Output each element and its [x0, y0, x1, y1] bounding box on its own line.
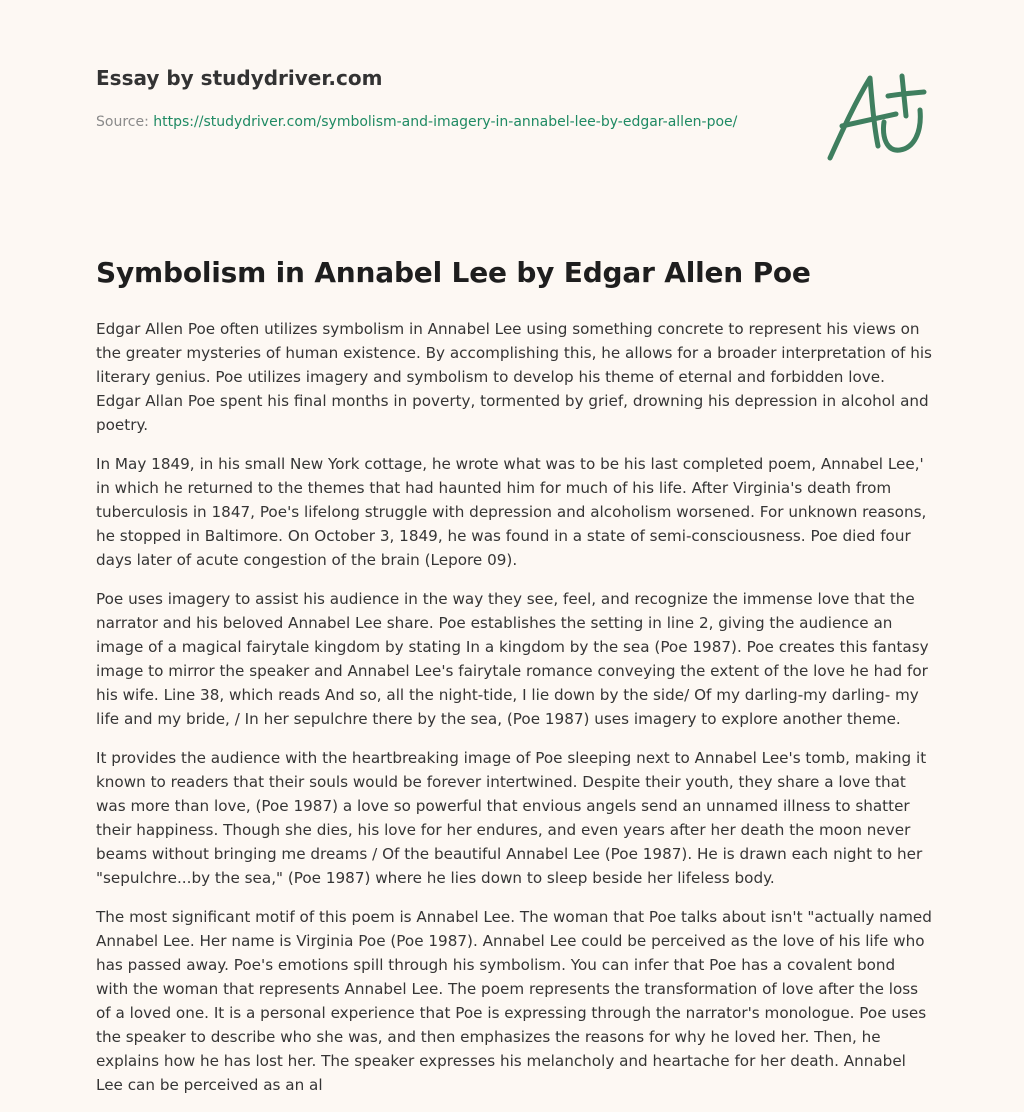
a-plus-logo-icon	[820, 66, 930, 166]
source-link[interactable]: https://studydriver.com/symbolism-and-imagery-in-annabel-lee-by-edgar-allen-poe/	[153, 114, 738, 130]
paragraph: Poe uses imagery to assist his audience in the way they see, feel, and recognize the immense love that the narrator and his beloved Annabel Lee share. Poe establishes the setting in line 2, giving the audience an image of a magical fairytale kingdom by stating In a kingdom by the sea (Poe 1987). Poe creates this fantasy image to mirror the speaker and Annabel Lee's fairytale romance conveying the extent of the love he had for his wife. Line 38, which reads And so, all the night-tide, I lie down by the side/ Of my darling-my darling- my life and my bride, / In her sepulchre there by the sea, (Poe 1987) uses imagery to explore another theme.	[96, 590, 929, 728]
brand-title: Essay by studydriver.com	[96, 66, 383, 90]
essay-header	[96, 66, 776, 134]
paragraph: It provides the audience with the heartbreaking image of Poe sleeping next to Annabel Lee's tomb, making it known to readers that their souls would be forever intertwined. Despite their youth, they share a love that was more than love, (Poe 1987) a love so powerful that envious angels send an unnamed illness to shatter their happiness. Though she dies, his love for her endures, and even years after her death the moon never beams without bringing me dreams / Of the beautiful Annabel Lee (Poe 1987). He is drawn each night to her "sepulchre...by the sea," (Poe 1987) where he lies down to sleep beside her lifeless body.	[96, 749, 927, 887]
source-line	[96, 111, 756, 134]
paragraph: The most significant motif of this poem is Annabel Lee. The woman that Poe talks about isn't "actually named Annabel Lee. Her name is Virginia Poe (Poe 1987). Annabel Lee could be perceived as the love of his life who has passed away. Poe's emotions spill through his symbolism. You can infer that Poe has a covalent bond with the woman that represents Annabel Lee. The poem represents the transformation of love after the loss of a loved one. It is a personal experience that Poe is expressing through the narrator's monologue. Poe uses the speaker to describe who she was, and then emphasizes the reasons for why he loved her. Then, he explains how he has lost her. The speaker expresses his melancholy and heartache for her death. Annabel Lee can be perceived as an al	[96, 908, 932, 1094]
source-label: Source:	[96, 114, 149, 130]
paragraph: In May 1849, in his small New York cottage, he wrote what was to be his last completed poem, Annabel Lee,' in which he returned to the themes that had haunted him for much of his life. After Virginia's death from tuberculosis in 1847, Poe's lifelong struggle with depression and alcoholism worsened. For unknown reasons, he stopped in Baltimore. On October 3, 1849, he was found in a state of semi-consciousness. Poe died four days later of acute congestion of the brain (Lepore 09).	[96, 455, 927, 569]
article-body	[96, 317, 932, 1112]
article-title: Symbolism in Annabel Lee by Edgar Allen Poe	[96, 256, 811, 289]
paragraph: Edgar Allen Poe often utilizes symbolism in Annabel Lee using something concrete to represent his views on the greater mysteries of human existence. By accomplishing this, he allows for a broader interpretation of his literary genius. Poe utilizes imagery and symbolism to develop his theme of eternal and forbidden love. Edgar Allan Poe spent his final months in poverty, tormented by grief, drowning his depression in alcohol and poetry.	[96, 320, 932, 434]
